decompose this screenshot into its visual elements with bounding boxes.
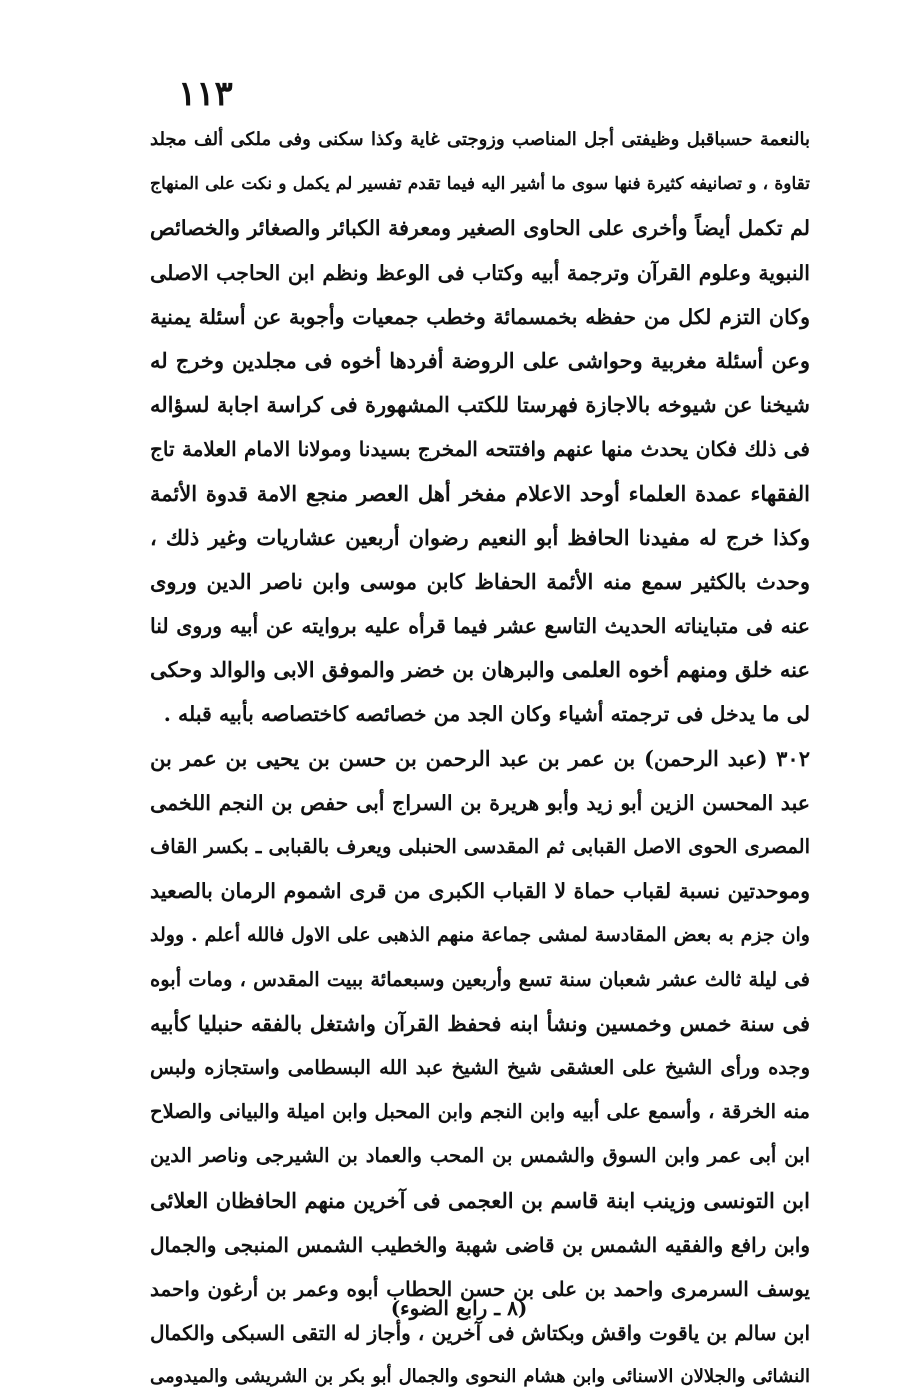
- text-line: فى ذلك فكان يحدث منها عنهم وافتتحه المخرج بسيدنا ومولانا الامام العلامة تاج: [150, 437, 810, 462]
- text-line: الفقهاء عمدة العلماء أوحد الاعلام مفخر أهل العصر منجع الامة قدوة الأئمة: [150, 480, 810, 506]
- text-line: وعن أسئلة مغربية وحواشى على الروضة أفردها أخوه فى مجلدين وخرج له: [150, 347, 810, 373]
- text-line: فى سنة خمس وخمسين ونشأ ابنه فحفظ القرآن واشتغل بالفقه حنبليا كأبيه: [150, 1010, 810, 1036]
- text-line: ابن أبى عمر وابن السوق والشمس بن المحب والعماد بن الشيرجى وناصر الدين: [150, 1144, 810, 1168]
- text-line: عنه فى متبايناته الحديث التاسع عشر فيما قرأه عليه بروايته عن أبيه وروى لنا: [150, 614, 810, 639]
- text-line: بالنعمة حسباقبل وظيفتى أجل المناصب وزوجتى غاية وكذا سكنى وفى ملكى ألف مجلد: [150, 129, 810, 150]
- text-line: شيخنا عن شيوخه بالاجازة فهرستا للكتب المشهورة فى كراسة اجابة لسؤاله: [150, 392, 810, 418]
- page-number: ١١٣: [178, 74, 233, 114]
- text-line: النبوية وعلوم القرآن وترجمة أبيه وكتاب فى الوعظ ونظم ابن الحاجب الاصلى: [150, 260, 810, 285]
- text-line: لى ما يدخل فى ترجمته أشياء وكان الجد من خصائصه كاختصاصه بأبيه قبله .: [163, 702, 810, 727]
- text-line: وان جزم به بعض المقادسة لمشى جماعة منهم الذهبى على الاول فالله أعلم . وولد: [150, 924, 810, 947]
- text-line: وابن رافع والفقيه الشمس بن قاضى شهبة والخطيب الشمس المنبجى والجمال: [150, 1232, 810, 1257]
- text-line: النشائى والجلالان الاسنائى وابن هشام النحوى والجمال أبو بكر بن الشريشى والميدومى: [150, 1366, 810, 1388]
- page-footer-signature: (٨ ـ رابع الضوء): [390, 1296, 528, 1320]
- text-line: وحدث بالكثير سمع منه الأئمة الحفاظ كابن موسى وابن ناصر الدين وروى: [150, 568, 810, 594]
- text-line: ابن التونسى وزينب ابنة قاسم بن العجمى فى آخرين منهم الحافظان العلائى: [150, 1187, 810, 1213]
- text-line: المصرى الحوى الاصل القبابى ثم المقدسى الحنبلى ويعرف بالقبابى ـ بكسر القاف: [150, 835, 810, 858]
- text-line: يوسف السرمرى واحمد بن على بن حسن الحطاب أبوه وعمر بن أرغون واحمد: [150, 1276, 810, 1301]
- text-line: تقاوة ، و تصانيفه كثيرة فنها سوى ما أشير اليه فيما تقدم تفسير لم يكمل و نكت على المنهاج: [150, 174, 810, 195]
- text-line: وكذا خرج له مفيدنا الحافظ أبو النعيم رضوان أربعين عشاريات وغير ذلك ،: [150, 524, 810, 550]
- text-line: ابن سالم بن ياقوت واقش وبكتاش فى آخرين ، وأجاز له التقى السبكى والكمال: [150, 1321, 810, 1346]
- entry-heading-line: ٣٠٢ (عبد الرحمن) بن عمر بن عبد الرحمن بن حسن بن يحيى بن عمر بن: [150, 745, 810, 771]
- text-line: فى ليلة ثالث عشر شعبان سنة تسع وأربعين وسبعمائة ببيت المقدس ، ومات أبوه: [150, 967, 810, 991]
- text-line: عبد المحسن الزين أبو زيد وأبو هريرة بن السراج أبى حفص بن النجم اللخمى: [150, 790, 810, 815]
- text-line: عنه خلق ومنهم أخوه العلمى والبرهان بن خضر والموفق الابى والوالد وحكى: [150, 657, 810, 683]
- text-line: وكان التزم لكل من حفظه بخمسمائة وخطب جمعيات وأجوبة عن أسئلة يمنية: [150, 304, 810, 329]
- text-line: منه الخرقة ، وأسمع على أبيه وابن النجم وابن المحبل وابن اميلة والبيانى والصلاح: [150, 1100, 810, 1124]
- text-line: لم تكمل أيضاً وأخرى على الحاوى الصغير ومعرفة الكبائر والصغائر والخصائص: [150, 216, 810, 241]
- body-text: [150, 118, 810, 1399]
- text-line: وجده ورأى الشيخ على العشقى شيخ الشيخ عبد الله البسطامى واستجازه ولبس: [150, 1055, 810, 1079]
- text-line: وموحدتين نسبة لقباب حماة لا القباب الكبرى من قرى اشموم الرمان بالصعيد: [150, 879, 810, 904]
